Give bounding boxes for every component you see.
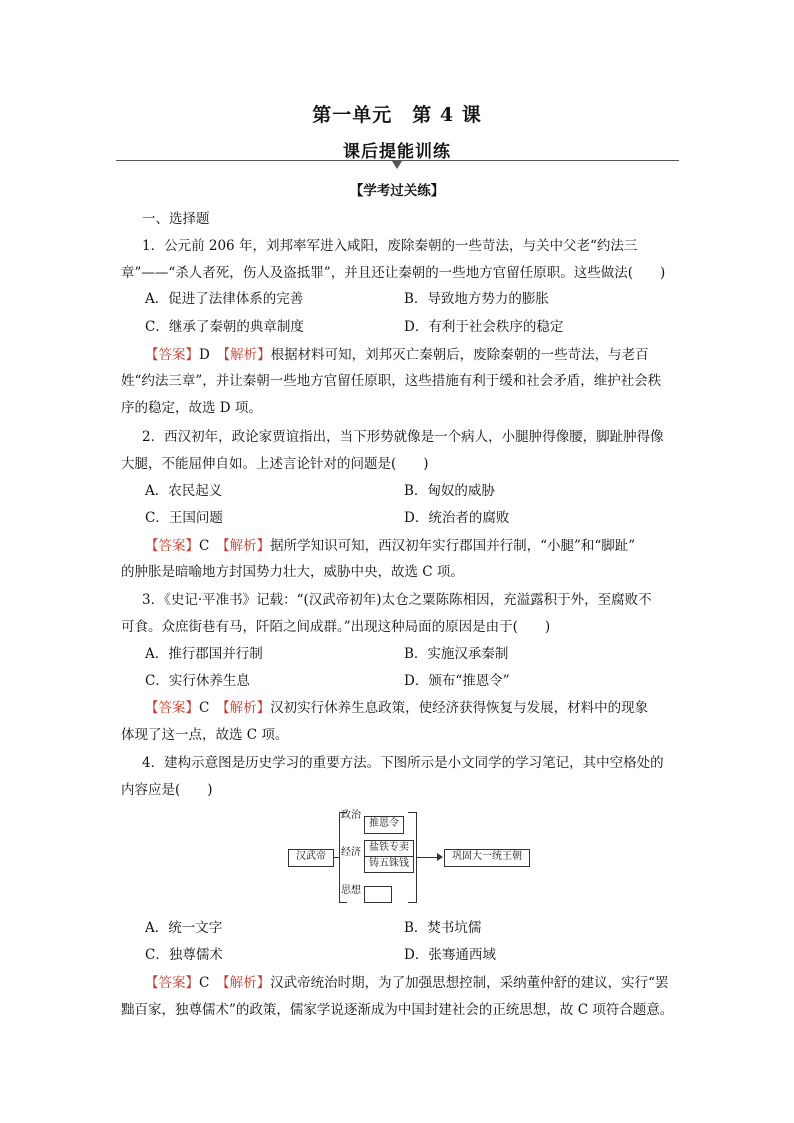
analysis-tag: 【解析】: [223, 347, 271, 363]
q1-option-b: B．导致地方势力的膨胀: [404, 291, 549, 307]
q2-analysis-1: 据所学知识可知，西汉初年实行郡国并行制，“小腿”和“脚趾”: [270, 538, 636, 554]
q3-answer-line: [145, 699, 648, 717]
arrow-right-icon: [437, 853, 443, 861]
q1-option-d: D．有利于社会秩序的稳定: [404, 319, 564, 335]
q3-analysis-1: 汉初实行休养生息政策，使经济获得恢复与发展，材料中的现象: [270, 700, 649, 716]
answer-tag: 【答案】: [145, 347, 199, 363]
q1-answer-line: [145, 346, 649, 364]
diagram-root: 汉武帝: [288, 849, 334, 867]
page-subtitle: 课后提能训练: [343, 142, 451, 162]
analysis-tag: 【解析】: [222, 975, 271, 991]
q2-answer-line: [145, 537, 635, 555]
lesson-title: 第 4 课: [412, 104, 482, 126]
q2-option-a: A．农民起义: [145, 483, 223, 499]
diagram-result: 巩固大一统王朝: [444, 849, 530, 867]
q3-answer: C: [199, 700, 210, 716]
q4-line-2: 内容应是( ): [121, 782, 213, 798]
answer-tag: 【答案】: [145, 538, 199, 554]
branch-economy: 经济: [341, 847, 361, 858]
box-economy-1: 盐铁专卖: [364, 840, 414, 857]
bracket-left-bottom: [339, 902, 347, 903]
q4-diagram: [288, 806, 538, 910]
q3-option-c: C．实行休养生息: [145, 673, 250, 689]
unit-title: 第一单元: [312, 104, 393, 126]
q3-option-d: D．颁布“推恩令”: [404, 673, 510, 689]
section-tag: 【学考过关练】: [349, 183, 445, 199]
section-heading: 一、选择题: [142, 211, 210, 227]
q4-option-c: C．独尊儒术: [145, 947, 223, 963]
bracket-left: [339, 812, 340, 903]
q3-line-1: 3．《史记·平准书》记载：“(汉武帝初年)太仓之粟陈陈相因，充溢露积于外，至腐败不: [142, 592, 652, 608]
answer-tag: 【答案】: [145, 700, 199, 716]
q1-analysis-3: 序的稳定，故选 D 项。: [121, 400, 262, 416]
box-politics: 推恩令: [364, 816, 404, 834]
q4-option-a: A．统一文字: [145, 920, 223, 936]
q1-analysis-2: 姓“约法三章”，并让秦朝一些地方官留任原职，这些措施有利于缓和社会矛盾，维护社会秩: [121, 373, 662, 389]
q3-option-a: A．推行郡国并行制: [145, 646, 263, 662]
branch-thought: 思想: [341, 885, 361, 896]
page-title: [0, 100, 794, 127]
q1-analysis-1: 根据材料可知，刘邦灭亡秦朝后，废除秦朝的一些苛法，与老百: [270, 347, 649, 363]
arrow-line: [417, 857, 439, 858]
q4-line-1: 4．建构示意图是历史学习的重要方法。下图所示是小文同学的学习笔记，其中空格处的: [142, 755, 664, 771]
q4-analysis-2: 黜百家，独尊儒术”的政策，儒家学说逐渐成为中国封建社会的正统思想，故 C 项符合题意。: [121, 1002, 674, 1018]
q4-analysis-1: 汉武帝统治时期，为了加强思想控制，采纳董仲舒的建议，实行“罢: [270, 975, 669, 991]
q1-option-c: C．继承了秦朝的典章制度: [145, 319, 304, 335]
q2-analysis-2: 的肿胀是暗喻地方封国势力壮大，威胁中央，故选 C 项。: [121, 564, 464, 580]
q1-line-1: 1．公元前 206 年，刘邦率军进入咸阳，废除秦朝的一些苛法，与关中父老“约法三: [142, 238, 638, 254]
q1-option-a: A．促进了法律体系的完善: [145, 291, 304, 307]
q2-option-c: C．王国问题: [145, 510, 223, 526]
q4-answer: C: [199, 975, 210, 991]
box-economy-2: 铸五铢钱: [364, 856, 414, 873]
q1-answer: D: [199, 347, 210, 363]
q2-line-1: 2．西汉初年，政论家贾谊指出，当下形势就像是一个病人，小腿肿得像腰，脚趾肿得像: [142, 429, 664, 445]
q2-option-d: D．统治者的腐败: [404, 510, 510, 526]
box-thought-blank: [364, 886, 392, 903]
q3-line-2: 可食。众庶街巷有马，阡陌之间成群。”出现这种局面的原因是由于( ): [121, 619, 551, 635]
q4-option-b: B．焚书坑儒: [404, 920, 482, 936]
q2-line-2: 大腿，不能屈伸自如。上述言论针对的问题是( ): [121, 456, 429, 472]
q3-option-b: B．实施汉承秦制: [404, 646, 509, 662]
q1-line-2: 章”——“杀人者死，伤人及盗抵罪”，并且还让秦朝的一些地方官留任原职。这些做法( ): [121, 265, 666, 281]
divider-triangle-icon: [392, 161, 402, 169]
q4-option-d: D．张骞通西域: [404, 947, 496, 963]
bracket-right-top: [408, 812, 416, 813]
q4-answer-line: [145, 974, 669, 992]
branch-politics: 政治: [341, 810, 361, 821]
analysis-tag: 【解析】: [222, 538, 271, 554]
answer-tag: 【答案】: [145, 975, 199, 991]
q3-analysis-2: 体现了这一点，故选 C 项。: [121, 727, 289, 743]
bracket-right-bottom: [408, 902, 416, 903]
q2-answer: C: [199, 538, 210, 554]
q2-option-b: B．匈奴的威胁: [404, 483, 495, 499]
analysis-tag: 【解析】: [222, 700, 271, 716]
